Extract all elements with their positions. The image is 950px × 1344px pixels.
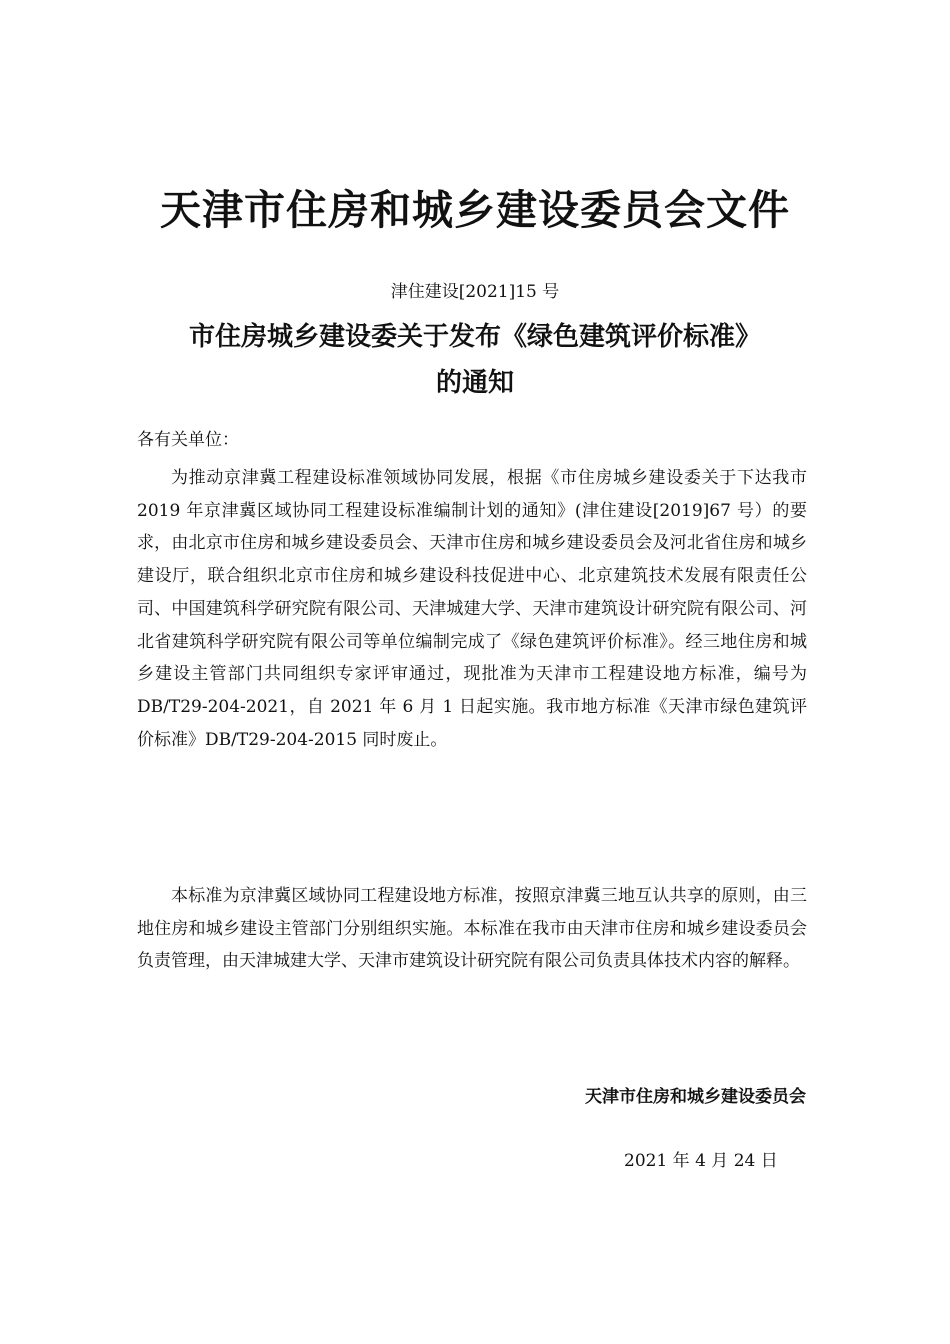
body-paragraph-1: 为推动京津冀工程建设标准领域协同发展，根据《市住房城乡建设委关于下达我市 2019 年京津冀区域协同工程建设标准编制计划的通知》(津住建设[2019]67 号）的要求，由北京市住房和城乡建设委员会、天津市住房和城乡建设委员会及河北省住房和城乡建设厅，联合组织北京市住房和城乡建设科技促进中心、北京建筑技术发展有限责任公司、中国建筑科学研究院有限公司、天津城建大学、天津市建筑设计研究院有限公司、河北省建筑科学研究院有限公司等单位编制完成了《绿色建筑评价标准》。经三地住房和城乡建设主管部门共同组织专家评审通过，现批准为天津市工程建设地方标准，编号为 DB/T29-204-2021，自 2021 年 6 月 1 日起实施。我市地方标准《天津市绿色建筑评价标准》DB/T29-204-2015 同时废止。 [137,468,807,750]
body-paragraph-2: 本标准为京津冀区域协同工程建设地方标准，按照京津冀三地互认共享的原则，由三地住房和城乡建设主管部门分别组织实施。本标准在我市由天津市住房和城乡建设委员会负责管理，由天津城建大学、天津市建筑设计研究院有限公司负责具体技术内容的解释。 [137,886,807,972]
issuer-signature: 天津市住房和城乡建设委员会 [585,1087,806,1107]
issuer-header-title: 天津市住房和城乡建设委员会文件 [160,186,790,234]
notice-title [0,314,950,406]
issue-date: 2021 年 4 月 24 日 [624,1151,778,1171]
notice-title-line-1: 市住房城乡建设委关于发布《绿色建筑评价标准》 [188,322,761,352]
document-number: 津住建设[2021]15 号 [390,282,560,302]
salutation: 各有关单位： [137,430,239,450]
notice-title-line-2: 的通知 [435,368,514,398]
